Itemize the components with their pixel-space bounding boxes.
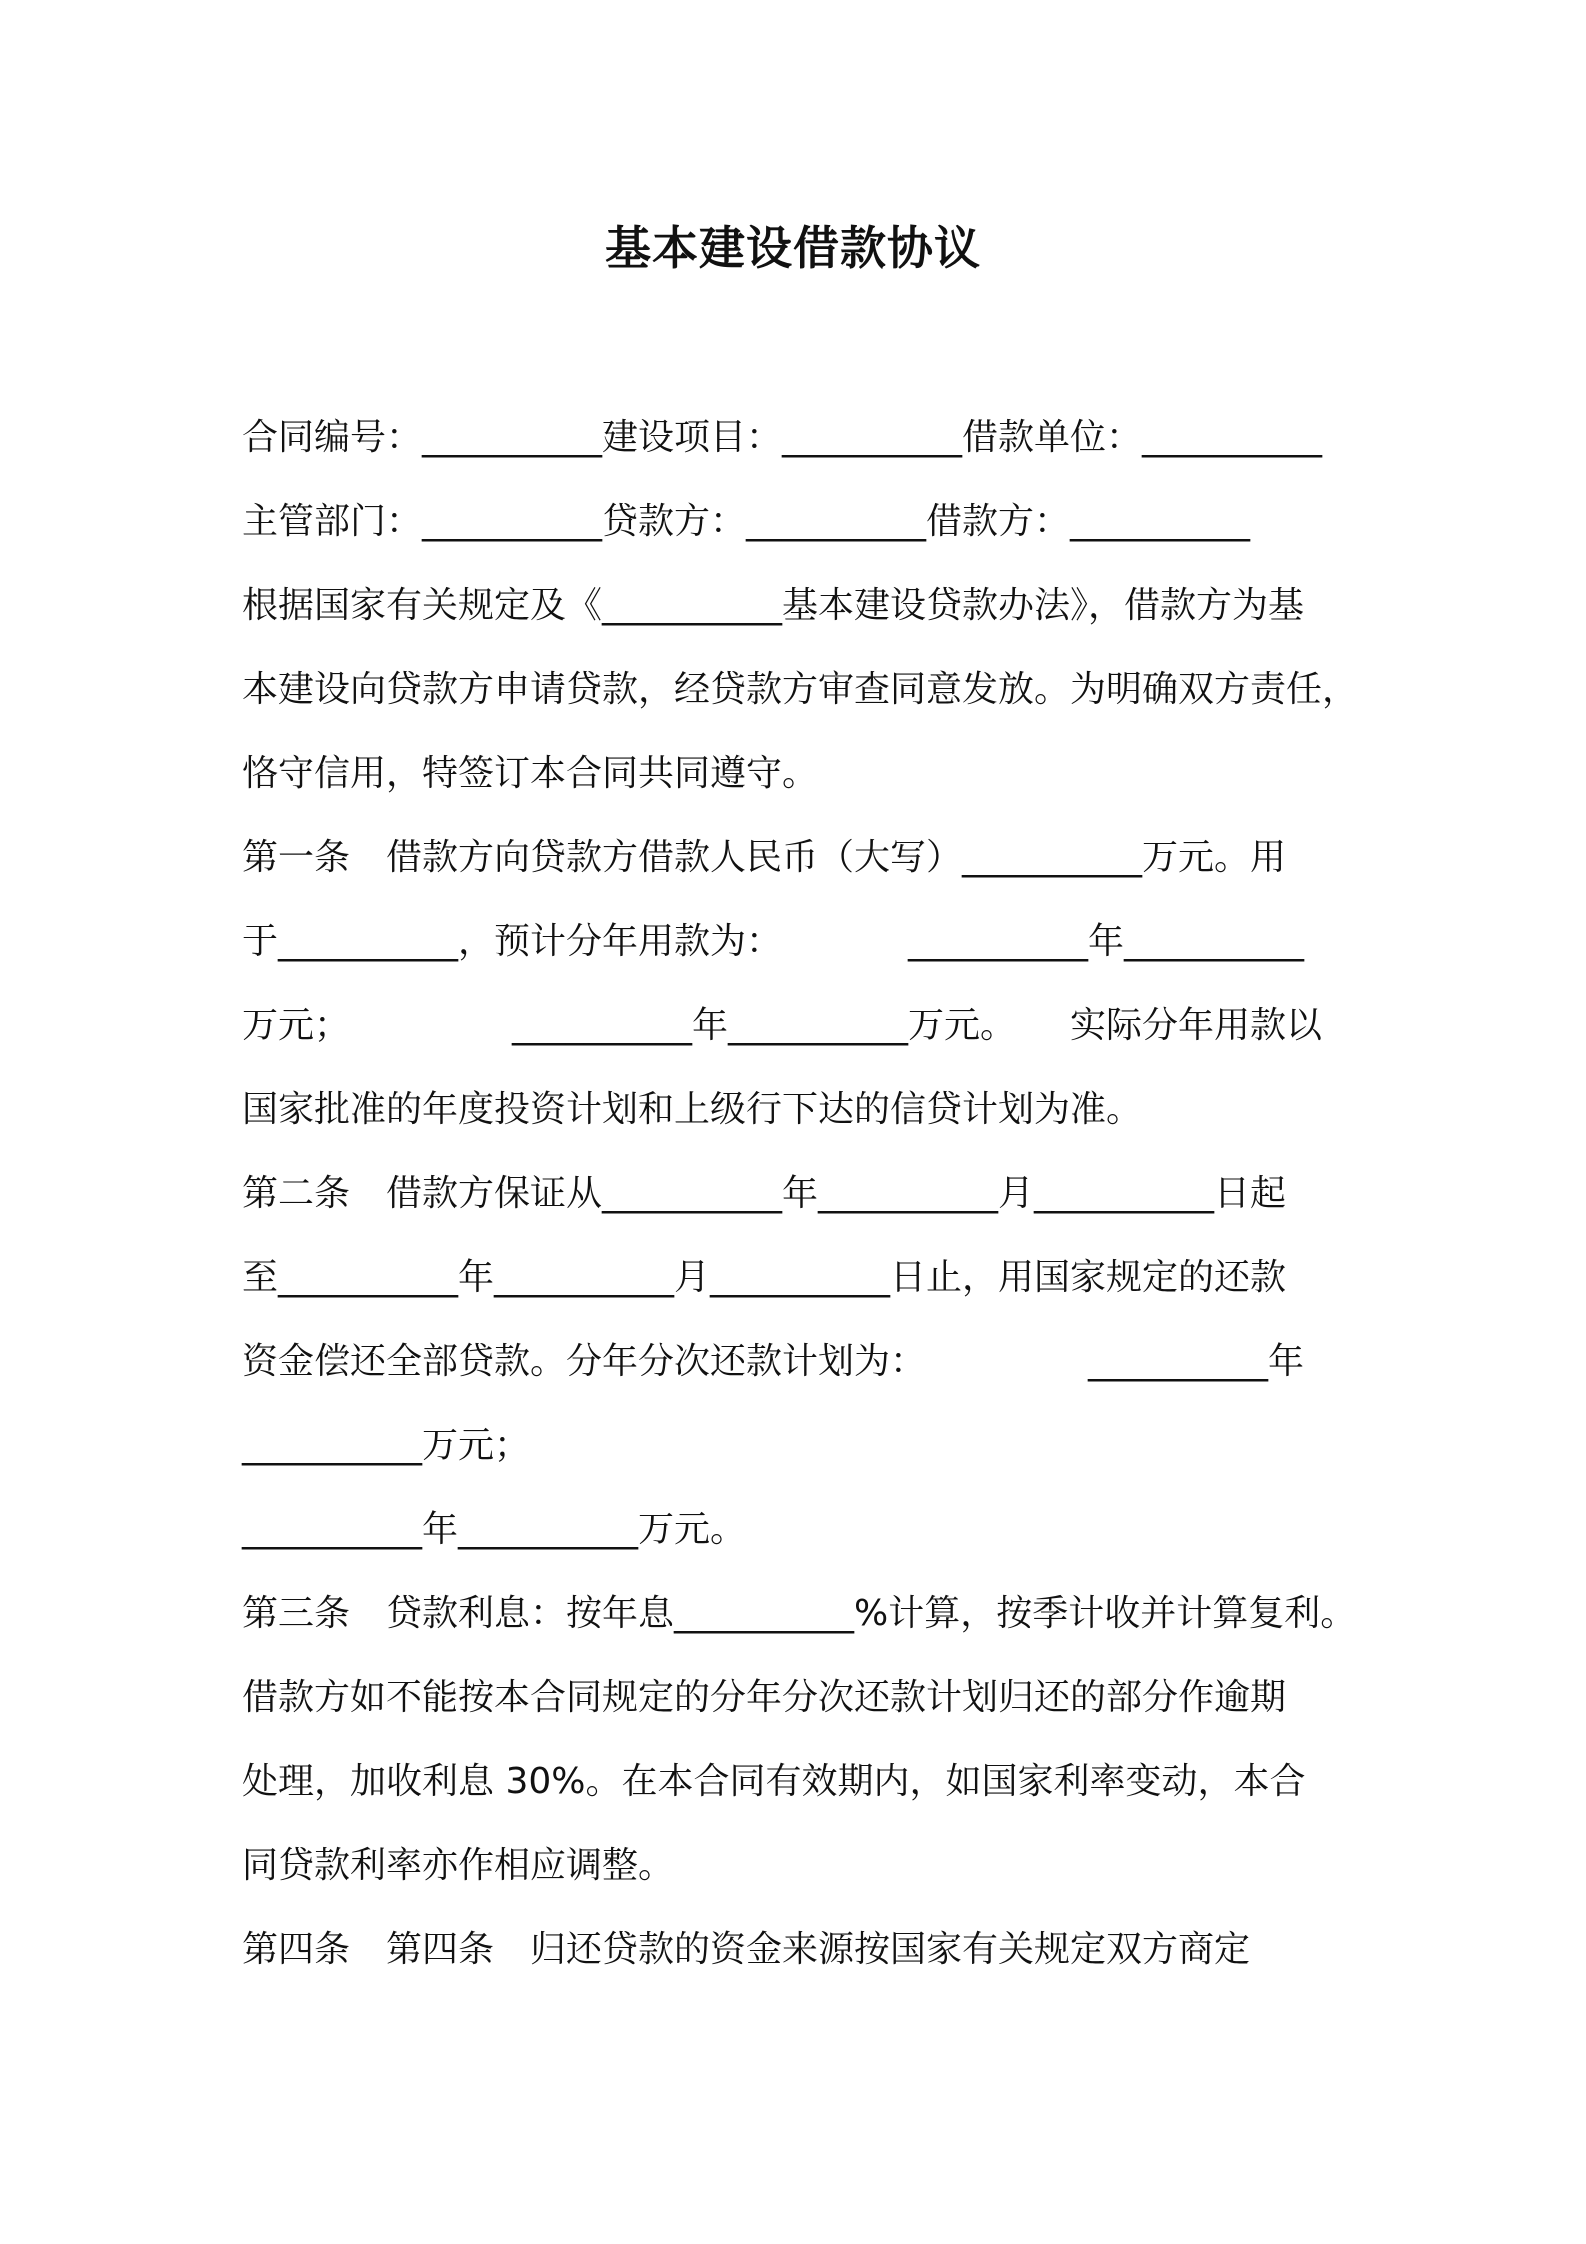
article-1-line-4: 国家批准的年度投资计划和上级行下达的信贷计划为准。 (242, 1089, 1143, 1130)
article-2-line-2: 至__________年__________月__________日止，用国家规定的还款 (242, 1257, 1287, 1298)
contract-number-line: 合同编号：__________建设项目：__________借款单位：__________ (242, 417, 1323, 458)
article-3-line-4: 同贷款利率亦作相应调整。 (242, 1845, 675, 1886)
article-4-label: 第四条 (242, 1929, 351, 1970)
article-3-line-1 (242, 1590, 1356, 1638)
preamble-line-2: 本建设向贷款方申请贷款，经贷款方审查同意发放。为明确双方责任， (242, 669, 1359, 710)
article-3-line-2: 借款方如不能按本合同规定的分年分次还款计划归还的部分作逾期 (242, 1677, 1287, 1718)
article-2-line-5: __________年__________万元。 (242, 1509, 747, 1550)
article-2-line-4: __________万元； (242, 1425, 531, 1466)
article-4-text: 第四条 归还贷款的资金来源按国家有关规定双方商定 (350, 1929, 1251, 1970)
preamble-line-1: 根据国家有关规定及《__________基本建设贷款办法》，借款方为基 (242, 585, 1305, 626)
article-3-line-3: 处理，加收利息 30%。在本合同有效期内，如国家利率变动，本合 (242, 1761, 1306, 1802)
article-2-line-1: 第二条 借款方保证从__________年__________月__________日起 (242, 1173, 1287, 1214)
department-line: 主管部门：__________贷款方：__________借款方：__________ (242, 501, 1251, 542)
preamble-line-3: 恪守信用，特签订本合同共同遵守。 (242, 753, 819, 794)
article-1-line-2: 于__________，预计分年用款为： __________年__________ (242, 921, 1305, 962)
article-3-label: 第三条 (242, 1593, 351, 1634)
article-3-text: 贷款利息：按年息__________%计算，按季计收并计算复利。 (350, 1593, 1357, 1634)
article-4-line-1 (242, 1926, 1250, 1974)
article-1-line-1: 第一条 借款方向贷款方借款人民币（大写）__________万元。用 (242, 837, 1287, 878)
article-1-line-3: 万元； __________年__________万元。 实际分年用款以 (242, 1005, 1323, 1046)
document-title: 基本建设借款协议 (605, 221, 981, 275)
article-2-line-3: 资金偿还全部贷款。分年分次还款计划为： __________年 (242, 1341, 1305, 1382)
